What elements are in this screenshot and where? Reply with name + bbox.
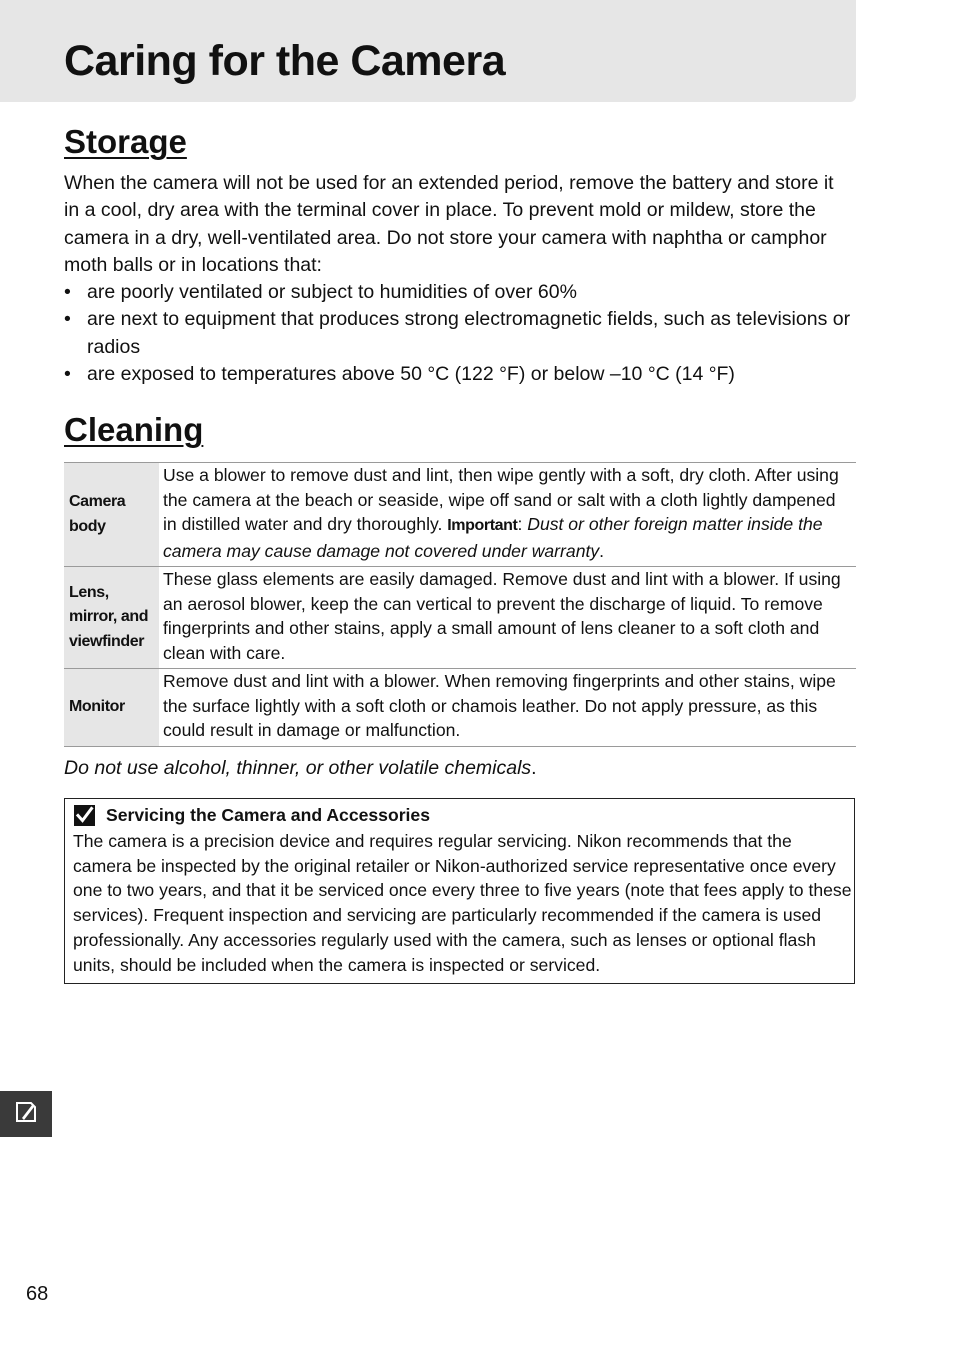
side-tab <box>0 1091 52 1137</box>
servicing-note-body: The camera is a precision device and requires regular servicing. Nikon recommends that the camera be inspected by the original retailer or Nikon-authorized service representative once every one to two years, and that it be serviced once every three to five years (note that fees apply to these services). Frequent inspection and servicing are particularly recommended if the camera is used professionally. Any accessories regularly used with the camera, such as lenses or optional flash units, should be included when the camera is inspected or serviced. <box>73 831 852 975</box>
bullet-icon: • <box>64 362 71 385</box>
check-icon <box>74 805 95 826</box>
tips-notes-icon <box>13 1099 39 1130</box>
list-item <box>64 279 854 306</box>
page-title: Caring for the Camera <box>64 37 506 85</box>
cleaning-heading: Cleaning <box>64 411 204 448</box>
servicing-note-box <box>64 798 855 984</box>
bullet-text: are next to equipment that produces strong electromagnetic fields, such as televisions or radios <box>87 308 851 358</box>
row-description: Remove dust and lint with a blower. When removing fingerprints and other stains, wipe the surface lightly with a soft cloth or chamois leather. Do not apply pressure, as this could result in damage or malfunction. <box>159 669 856 747</box>
list-item <box>64 306 854 361</box>
table-row <box>64 463 856 567</box>
page-number: 68 <box>26 1283 49 1305</box>
important-text: Dust or other foreign matter inside the camera may cause damage not covered under warranty <box>163 514 823 561</box>
row-label: Lens, mirror, and viewfinder <box>64 567 159 669</box>
servicing-note-header <box>74 803 430 827</box>
row-description <box>159 463 856 567</box>
row-label: Monitor <box>64 669 159 747</box>
table-row <box>64 567 856 669</box>
table-row <box>64 669 856 747</box>
row-text: Use a blower to remove dust and lint, then wipe gently with a soft, dry cloth. After using the camera at the beach or seaside, wipe off sand or salt with a cloth lightly dampened in distilled water and dry thoroughly. <box>163 465 839 534</box>
bullet-text: are poorly ventilated or subject to humidities of over 60% <box>87 281 577 303</box>
important-period: . <box>599 540 605 561</box>
important-label: Important <box>447 517 518 534</box>
list-item <box>64 361 854 388</box>
warning-period: . <box>531 757 537 779</box>
important-colon: : <box>517 514 528 534</box>
servicing-note-title: Servicing the Camera and Accessories <box>106 805 431 825</box>
storage-paragraph: When the camera will not be used for an extended period, remove the battery and store it in a cool, dry area with the terminal cover in place. To prevent mold or mildew, store the camera in a dry, well-ventilated area. Do not store your camera with naphtha or camphor moth balls or in locations that: <box>64 172 834 276</box>
storage-bullet-list <box>64 279 854 388</box>
chemicals-warning <box>64 755 537 782</box>
cleaning-table <box>64 462 856 747</box>
row-description: These glass elements are easily damaged. Remove dust and lint with a blower. If using an aerosol blower, keep the can vertical to prevent the discharge of liquid. To remove fingerprints and other stains, apply a small amount of lens cleaner to a soft cloth and clean with care. <box>159 567 856 669</box>
warning-text: Do not use alcohol, thinner, or other volatile chemicals <box>64 757 532 779</box>
bullet-icon: • <box>64 308 71 331</box>
row-label: Camera body <box>64 463 159 567</box>
storage-heading: Storage <box>64 123 187 160</box>
bullet-text: are exposed to temperatures above 50 °C (122 °F) or below –10 °C (14 °F) <box>87 362 735 385</box>
bullet-icon: • <box>64 281 71 303</box>
